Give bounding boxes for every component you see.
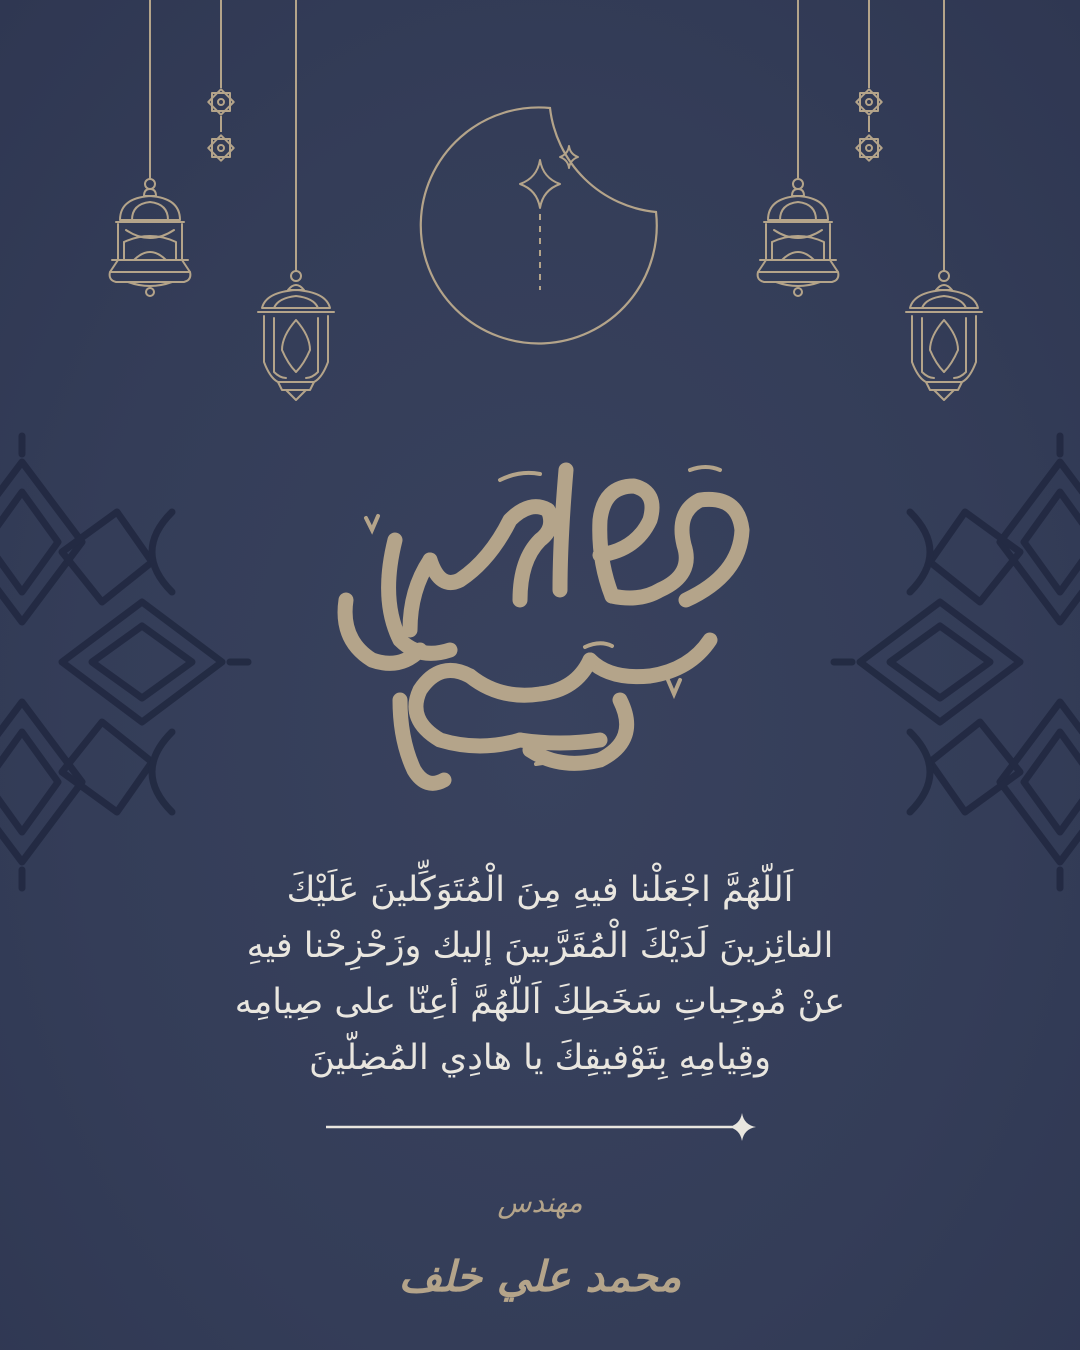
signature-name: محمد علي خلف [398,1252,682,1301]
prayer-line-1: اَللّهُمَّ اجْعَلْنا فيهِ مِنَ الْمُتَوَكِّلينَ عَلَيْكَ [286,870,794,910]
prayer-text [150,862,930,1086]
prayer-line-2: الفائِزينَ لَدَيْكَ الْمُقَرَّبينَ إليك وزَحْزِحْنا فيهِ [246,926,834,966]
prayer-line-4: وقِيامِهِ بِتَوْفيقِكَ يا هادِي المُضِلّينَ [308,1038,772,1078]
sparkle-icon [728,1113,756,1141]
prayer-line-3: عنْ مُوجِباتِ سَخَطِكَ اَللّهُمَّ أعِنّا على صِيامِه [234,982,846,1022]
divider [320,1112,760,1142]
signature-role: مهندس [497,1186,583,1219]
